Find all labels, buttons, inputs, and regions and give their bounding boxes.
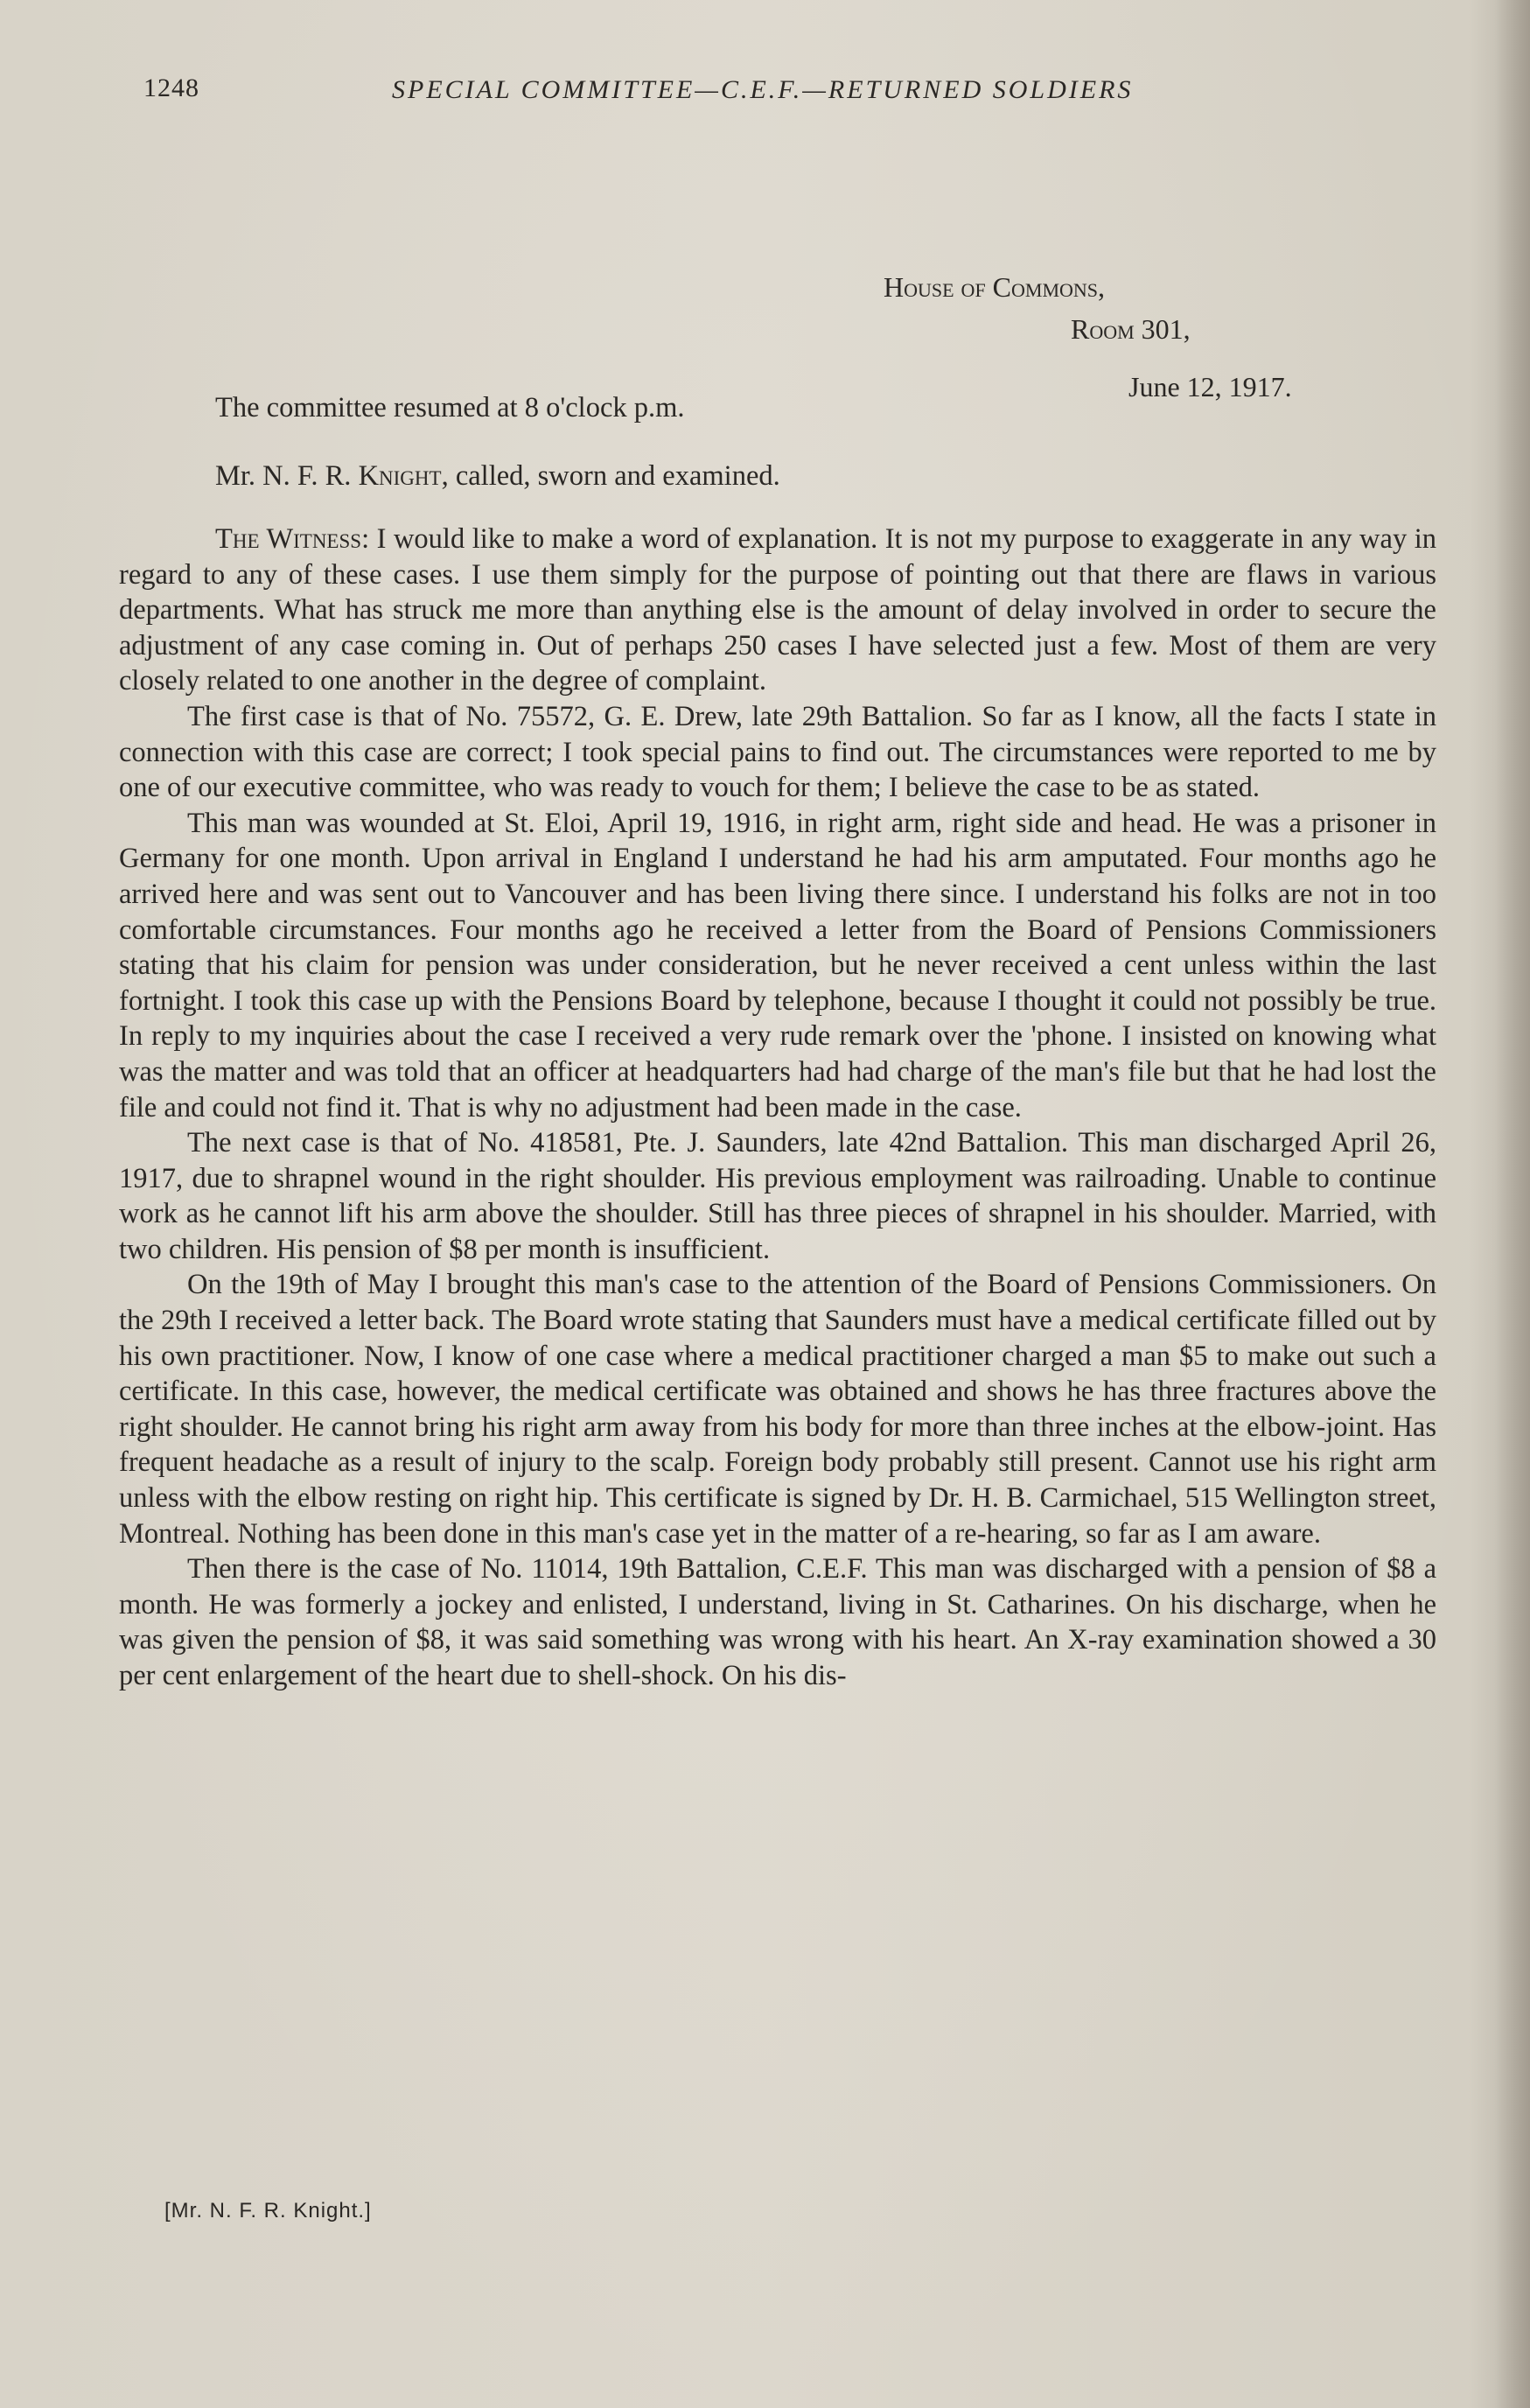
testimony-paragraph-5: On the 19th of May I brought this man's case to the attention of the Board of Pensions Commissioners. On the 29th I received a letter back. The Board wrote stating that Saunders must have a medical certificate filled out by his own practitioner. Now, I know of one case where a medical practitioner charged a man $5 to make out such a certificate. In this case, however, the medical certificate was obtained and shows he has three fractures above the right shoulder. He cannot bring his right arm away from his body for more than three inches at the elbow-joint. Has frequent headache as a result of injury to the scalp. Foreign body probably still present. Cannot use his right arm unless with the elbow resting on right hip. This certificate is signed by Dr. H. B. Carmichael, 515 Wellington street, Montreal. Nothing has been done in this man's case yet in the matter of a re-hearing, so far as I am aware. xyxy=(119,1269,1436,1550)
testimony-paragraph-6: Then there is the case of No. 11014, 19th Battalion, C.E.F. This man was discharged with a pension of $8 a month. He was formerly a jockey and enlisted, I understand, living in St. Catharines. On his discharge, when he was given the pension of $8, it was said something was wrong with his heart. An X-ray examination showed a 30 per cent enlargement of the heart due to shell-shock. On his dis- xyxy=(119,1553,1436,1691)
testimony-paragraph-1 xyxy=(119,522,1436,699)
resumed-text: The committee resumed at 8 o'clock p.m. xyxy=(215,392,685,424)
paragraph-1-text: : I would like to make a word of explanation. It is not my purpose to exaggerate in any way in regard to any of these cases. I use them simply for the purpose of pointing out that there are flaws in various departments. What has struck me more than anything else is the amount of delay involved in order to secure the adjustment of any case coming in. Out of perhaps 250 cases I have selected just a few. Most of them are very closely related to one another in the degree of complaint. xyxy=(119,523,1436,697)
witness-prefix: Mr. N. F. R. xyxy=(215,460,359,492)
testimony-paragraph-4: The next case is that of No. 418581, Pte. J. Saunders, late 42nd Battalion. This man discharged April 26, 1917, due to shrapnel wound in the right shoulder. His previous employment was railroading. Unable to continue work as he cannot lift his arm above the shoulder. Still has three pieces of shrapnel in his shoulder. Married, with two children. His pension of $8 per month is insufficient. xyxy=(119,1127,1436,1265)
testimony-paragraph-2: The first case is that of No. 75572, G. E. Drew, late 29th Battalion. So far as I know, all the facts I state in connection with this case are correct; I took special pains to find out. The circumstances were reported to me by one of our executive committee, who was ready to vouch for them; I believe the case to be as stated. xyxy=(119,700,1436,804)
testimony-body xyxy=(119,522,1436,1694)
page-number: 1248 xyxy=(143,74,199,102)
witness-label: The Witness xyxy=(215,523,362,555)
witness-called-text xyxy=(119,458,1436,494)
speaker-attribution: [Mr. N. F. R. Knight.] xyxy=(164,2199,372,2222)
running-title: SPECIAL COMMITTEE—C.E.F.—RETURNED SOLDIERS xyxy=(392,75,1134,104)
address-room: Room 301, xyxy=(1071,313,1191,345)
address-date: June 12, 1917. xyxy=(1128,371,1292,402)
witness-suffix: , called, sworn and examined. xyxy=(441,460,780,492)
testimony-paragraph-3: This man was wounded at St. Eloi, April 19, 1916, in right arm, right side and head. He was a prisoner in Germany for one month. Upon arrival in England I understand he had his arm amputated. Four months ago he arrived here and was sent out to Vancouver and has been living there since. I understand his folks are not in too comfortable circumstances. Four months ago he received a letter from the Board of Pensions Commissioners stating that his claim for pension was under consideration, but he never received a cent unless within the last fortnight. I took this case up with the Pensions Board by telephone, because I thought it could not possibly be true. In reply to my inquiries about the case I received a very rude remark over the 'phone. I insisted on knowing what was the matter and was told that an officer at headquarters had had charge of the man's file but that he had lost the file and could not find it. That is why no adjustment had been made in the case. xyxy=(119,807,1436,1124)
witness-called-line xyxy=(119,458,1436,494)
address-house: House of Commons, xyxy=(884,271,1106,303)
session-resumed-note xyxy=(119,390,1436,426)
page-edge-shadow xyxy=(1495,0,1530,2408)
witness-name: Knight xyxy=(358,460,442,492)
